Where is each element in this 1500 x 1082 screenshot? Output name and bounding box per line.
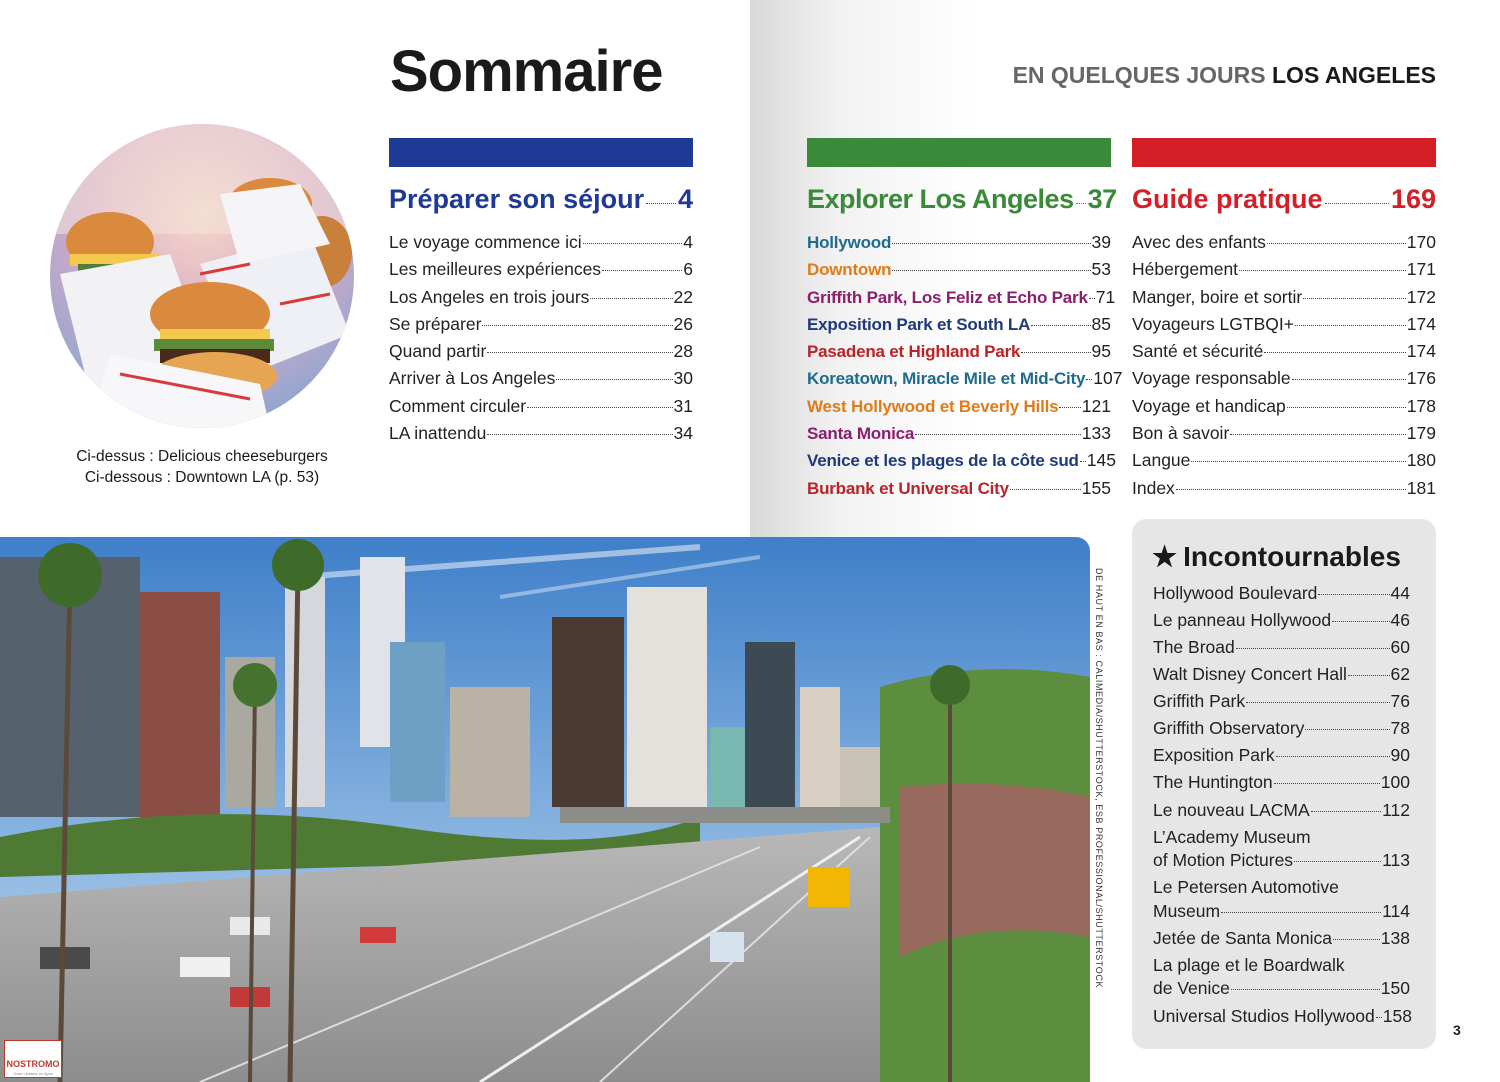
entry-page: 28 xyxy=(673,341,693,362)
entry-label-line: Le Petersen Automotive xyxy=(1153,877,1339,898)
entry-page: 155 xyxy=(1081,477,1111,498)
dot-leader xyxy=(892,243,1090,244)
entry-page: 181 xyxy=(1406,477,1436,498)
must-see-entry[interactable] xyxy=(1153,634,1410,661)
watermark-badge xyxy=(4,1040,62,1078)
dot-leader xyxy=(1303,298,1406,299)
entry-label: Museum xyxy=(1153,900,1221,921)
entry-label: Avec des enfants xyxy=(1132,232,1266,252)
entry-page: 90 xyxy=(1390,745,1410,766)
guide-toc-entry[interactable] xyxy=(1132,314,1436,341)
dot-leader xyxy=(1292,379,1406,380)
entry-row xyxy=(1153,609,1410,633)
guide-toc-entry[interactable] xyxy=(1132,450,1436,477)
dot-leader xyxy=(1311,811,1381,812)
photo-caption xyxy=(50,446,354,488)
prepare-heading[interactable] xyxy=(389,184,693,215)
entry-label: Quand partir xyxy=(389,341,487,362)
entry-row xyxy=(1153,799,1410,823)
entry-page: 4 xyxy=(683,232,693,252)
entry-label: West Hollywood et Beverly Hills xyxy=(807,396,1059,416)
entry-page: 174 xyxy=(1406,313,1436,334)
entry-label: Se préparer xyxy=(389,313,482,334)
entry-page: 78 xyxy=(1390,718,1410,739)
cheeseburger-photo xyxy=(50,124,354,428)
entry-label-line: L’Academy Museum xyxy=(1153,826,1311,847)
explore-toc-entry[interactable] xyxy=(807,341,1111,368)
explore-toc-entry[interactable] xyxy=(807,450,1116,477)
explore-heading-page: 37 xyxy=(1087,184,1117,214)
must-see-entry[interactable] xyxy=(1153,952,1410,1003)
entry-row xyxy=(1153,690,1410,714)
entry-label: Downtown xyxy=(807,260,892,280)
dot-leader xyxy=(1176,489,1406,490)
explore-toc-entry[interactable] xyxy=(807,396,1111,423)
entry-label: Bon à savoir xyxy=(1132,423,1230,444)
entry-label-line: La plage et le Boardwalk xyxy=(1153,954,1345,975)
entry-label: Arriver à Los Angeles xyxy=(389,368,556,389)
prepare-color-bar xyxy=(389,138,693,167)
entry-label: Le voyage commence ici xyxy=(389,232,582,252)
entry-page: 178 xyxy=(1406,395,1436,416)
page-number: 3 xyxy=(1453,1022,1461,1038)
entry-page: 180 xyxy=(1406,450,1436,471)
entry-page: 174 xyxy=(1406,341,1436,362)
entry-label: Manger, boire et sortir xyxy=(1132,286,1303,307)
prepare-toc xyxy=(389,232,693,450)
dot-leader xyxy=(1086,379,1092,380)
guide-heading-page: 169 xyxy=(1390,184,1436,214)
dot-leader xyxy=(482,325,672,326)
heading-leader xyxy=(1325,203,1389,204)
entry-label: Universal Studios Hollywood xyxy=(1153,1005,1375,1026)
entry-row xyxy=(1153,1005,1410,1029)
entry-page: 133 xyxy=(1081,423,1111,444)
entry-label: Venice et les plages de la côte sud xyxy=(807,451,1079,471)
must-see-entry[interactable] xyxy=(1153,607,1410,634)
entry-label: Santa Monica xyxy=(807,424,915,444)
dot-leader xyxy=(1264,352,1405,353)
explore-toc-entry[interactable] xyxy=(807,368,1123,395)
entry-page: 145 xyxy=(1086,450,1116,471)
prepare-toc-entry[interactable] xyxy=(389,287,693,314)
prepare-toc-entry[interactable] xyxy=(389,259,693,286)
prepare-toc-entry[interactable] xyxy=(389,396,693,423)
explore-heading[interactable] xyxy=(807,184,1117,215)
must-see-entry[interactable] xyxy=(1153,770,1410,797)
entry-row xyxy=(1153,582,1410,606)
dot-leader xyxy=(1274,783,1380,784)
entry-label: Exposition Park xyxy=(1153,745,1275,766)
caption-above: Ci-dessus : Delicious cheeseburgers xyxy=(76,448,328,465)
star-icon: ★ xyxy=(1152,541,1178,572)
entry-page: 176 xyxy=(1406,368,1436,389)
must-see-entry[interactable] xyxy=(1153,715,1410,742)
series-prefix: EN QUELQUES JOURS xyxy=(1012,62,1266,88)
dot-leader xyxy=(1246,702,1389,703)
entry-row xyxy=(1153,636,1410,660)
dot-leader xyxy=(556,379,672,380)
entry-label: Voyage responsable xyxy=(1132,368,1291,389)
guide-heading-label: Guide pratique xyxy=(1132,184,1323,214)
prepare-toc-entry[interactable] xyxy=(389,423,693,450)
watermark-subtext: Votre Librairie en ligne xyxy=(13,1071,53,1076)
entry-label: Los Angeles en trois jours xyxy=(389,286,590,307)
entry-label: Comment circuler xyxy=(389,395,527,416)
watermark-text: NOSTROMO xyxy=(6,1059,60,1069)
dot-leader xyxy=(892,270,1090,271)
entry-page: 26 xyxy=(673,313,693,334)
dot-leader xyxy=(1332,621,1389,622)
entry-label: Jetée de Santa Monica xyxy=(1153,927,1333,948)
entry-page: 34 xyxy=(673,423,693,444)
entry-row xyxy=(1153,663,1410,687)
entry-row xyxy=(1153,927,1410,951)
dot-leader xyxy=(583,243,683,244)
entry-page: 85 xyxy=(1091,313,1111,334)
must-see-heading-label: Incontournables xyxy=(1183,540,1401,572)
must-see-entry[interactable] xyxy=(1153,824,1410,875)
entry-label: Les meilleures expériences xyxy=(389,259,602,280)
dot-leader xyxy=(602,270,682,271)
must-see-entry[interactable] xyxy=(1153,661,1410,688)
entry-label: Griffith Park xyxy=(1153,691,1246,712)
dot-leader xyxy=(1089,298,1095,299)
must-see-entry[interactable] xyxy=(1153,925,1410,952)
dot-leader xyxy=(1267,243,1406,244)
entry-page: 53 xyxy=(1091,259,1111,280)
entry-page: 39 xyxy=(1091,232,1111,252)
dot-leader xyxy=(1236,648,1390,649)
entry-label: The Broad xyxy=(1153,636,1235,657)
entry-page: 150 xyxy=(1380,978,1410,999)
guide-heading[interactable] xyxy=(1132,184,1436,215)
must-see-entry[interactable] xyxy=(1153,1003,1410,1030)
dot-leader xyxy=(1294,861,1381,862)
guide-toc xyxy=(1132,232,1436,505)
entry-page: 172 xyxy=(1406,286,1436,307)
guide-toc-entry[interactable] xyxy=(1132,232,1436,259)
dot-leader xyxy=(1021,352,1090,353)
explore-toc-entry[interactable] xyxy=(807,259,1111,286)
entry-page: 30 xyxy=(673,368,693,389)
dot-leader xyxy=(915,434,1081,435)
entry-page: 121 xyxy=(1081,395,1111,416)
must-see-entry[interactable] xyxy=(1153,874,1410,925)
prepare-toc-entry[interactable] xyxy=(389,368,693,395)
entry-page: 62 xyxy=(1390,664,1410,685)
prepare-toc-entry[interactable] xyxy=(389,232,693,259)
explore-toc-entry[interactable] xyxy=(807,423,1111,450)
prepare-heading-label: Préparer son séjour xyxy=(389,184,645,214)
entry-label: Pasadena et Highland Park xyxy=(807,342,1021,362)
guide-toc-entry[interactable] xyxy=(1132,341,1436,368)
entry-row xyxy=(1153,977,1410,1001)
explore-toc-entry[interactable] xyxy=(807,478,1111,505)
entry-row xyxy=(1153,717,1410,741)
entry-page: 60 xyxy=(1390,636,1410,657)
explore-toc-entry[interactable] xyxy=(807,232,1111,259)
dot-leader xyxy=(1295,325,1406,326)
explore-toc-entry[interactable] xyxy=(807,286,1116,314)
entry-row xyxy=(1153,771,1410,795)
entry-label: of Motion Pictures xyxy=(1153,850,1294,871)
guide-toc-entry[interactable] xyxy=(1132,259,1436,286)
guide-toc-entry[interactable] xyxy=(1132,478,1436,505)
entry-label: Hollywood Boulevard xyxy=(1153,582,1318,603)
heading-leader xyxy=(1076,203,1086,204)
downtown-la-photo xyxy=(0,537,1090,1082)
must-see-entry[interactable] xyxy=(1153,580,1410,607)
entry-label: Koreatown, Miracle Mile et Mid-City xyxy=(807,369,1086,389)
explore-color-bar xyxy=(807,138,1111,167)
entry-page: 170 xyxy=(1406,232,1436,252)
guide-toc-entry[interactable] xyxy=(1132,287,1436,314)
entry-page: 114 xyxy=(1382,900,1410,921)
dot-leader xyxy=(1221,912,1381,913)
explore-toc-entry[interactable] xyxy=(807,314,1111,341)
dot-leader xyxy=(1348,675,1390,676)
dot-leader xyxy=(1305,729,1389,730)
entry-label: Griffith Observatory xyxy=(1153,718,1305,739)
must-see-entry[interactable] xyxy=(1153,688,1410,715)
entry-page: 107 xyxy=(1093,368,1123,389)
entry-page: 6 xyxy=(683,259,693,280)
prepare-toc-entry[interactable] xyxy=(389,341,693,368)
entry-label: Exposition Park et South LA xyxy=(807,314,1031,334)
entry-label: Hébergement xyxy=(1132,259,1239,280)
dot-leader xyxy=(1031,325,1090,326)
entry-label: de Venice xyxy=(1153,978,1230,999)
explore-toc xyxy=(807,232,1123,505)
entry-row xyxy=(1153,849,1410,873)
entry-page: 171 xyxy=(1406,259,1436,280)
entry-page: 71 xyxy=(1095,286,1116,307)
dot-leader xyxy=(1191,461,1405,462)
prepare-toc-entry[interactable] xyxy=(389,314,693,341)
dot-leader xyxy=(487,434,672,435)
must-see-heading xyxy=(1152,540,1401,573)
entry-label: Burbank et Universal City xyxy=(807,478,1009,498)
dot-leader xyxy=(1239,270,1406,271)
series-title xyxy=(1013,62,1436,89)
entry-label: Index xyxy=(1132,477,1175,498)
entry-label: Le nouveau LACMA xyxy=(1153,799,1310,820)
dot-leader xyxy=(1010,489,1081,490)
entry-label: Walt Disney Concert Hall xyxy=(1153,664,1347,685)
entry-page: 44 xyxy=(1390,582,1410,603)
entry-label: Voyageurs LGTBQI+ xyxy=(1132,313,1294,334)
entry-label: Santé et sécurité xyxy=(1132,341,1264,362)
entry-label: Langue xyxy=(1132,450,1191,471)
dot-leader xyxy=(1333,939,1380,940)
guide-toc-entry[interactable] xyxy=(1132,423,1436,450)
dot-leader xyxy=(1276,756,1390,757)
entry-page: 22 xyxy=(673,286,693,307)
dot-leader xyxy=(1231,989,1380,990)
entry-page: 158 xyxy=(1382,1005,1412,1026)
entry-page: 46 xyxy=(1390,609,1410,630)
heading-leader xyxy=(646,203,676,204)
dot-leader xyxy=(1080,461,1086,462)
entry-label: The Huntington xyxy=(1153,772,1273,793)
entry-label: Le panneau Hollywood xyxy=(1153,609,1332,630)
dot-leader xyxy=(1318,594,1389,595)
dot-leader xyxy=(1287,407,1406,408)
guide-toc-entry[interactable] xyxy=(1132,396,1436,423)
entry-label: Griffith Park, Los Feliz et Echo Park xyxy=(807,287,1088,307)
entry-page: 100 xyxy=(1380,772,1410,793)
dot-leader xyxy=(527,407,672,408)
prepare-heading-page: 4 xyxy=(677,184,693,214)
entry-page: 95 xyxy=(1091,341,1111,362)
entry-row xyxy=(1153,900,1410,924)
entry-page: 113 xyxy=(1382,850,1410,871)
entry-page: 112 xyxy=(1382,799,1410,820)
dot-leader xyxy=(1230,434,1406,435)
entry-page: 76 xyxy=(1390,691,1410,712)
series-name: LOS ANGELES xyxy=(1272,62,1436,88)
entry-page: 31 xyxy=(673,395,693,416)
must-see-list xyxy=(1153,580,1410,1030)
entry-label: Hollywood xyxy=(807,233,892,252)
entry-page: 138 xyxy=(1380,927,1410,948)
photo-credit: DE HAUT EN BAS : CALIMEDIA/SHUTTERSTOCK, ESB PROFESSIONAL/SHUTTERSTOCK xyxy=(1094,568,1104,989)
dot-leader xyxy=(590,298,672,299)
dot-leader xyxy=(1059,407,1080,408)
entry-label: LA inattendu xyxy=(389,423,487,444)
page-title: Sommaire xyxy=(390,39,663,104)
entry-label: Voyage et handicap xyxy=(1132,395,1286,416)
must-see-entry[interactable] xyxy=(1153,797,1410,824)
dot-leader xyxy=(1376,1017,1382,1018)
guide-toc-entry[interactable] xyxy=(1132,368,1436,395)
caption-below: Ci-dessous : Downtown LA (p. 53) xyxy=(84,469,320,486)
explore-heading-label: Explorer Los Angeles xyxy=(807,184,1074,214)
guide-color-bar xyxy=(1132,138,1436,167)
must-see-entry[interactable] xyxy=(1153,743,1410,770)
dot-leader xyxy=(487,352,672,353)
entry-page: 179 xyxy=(1406,423,1436,444)
entry-row xyxy=(1153,744,1410,768)
